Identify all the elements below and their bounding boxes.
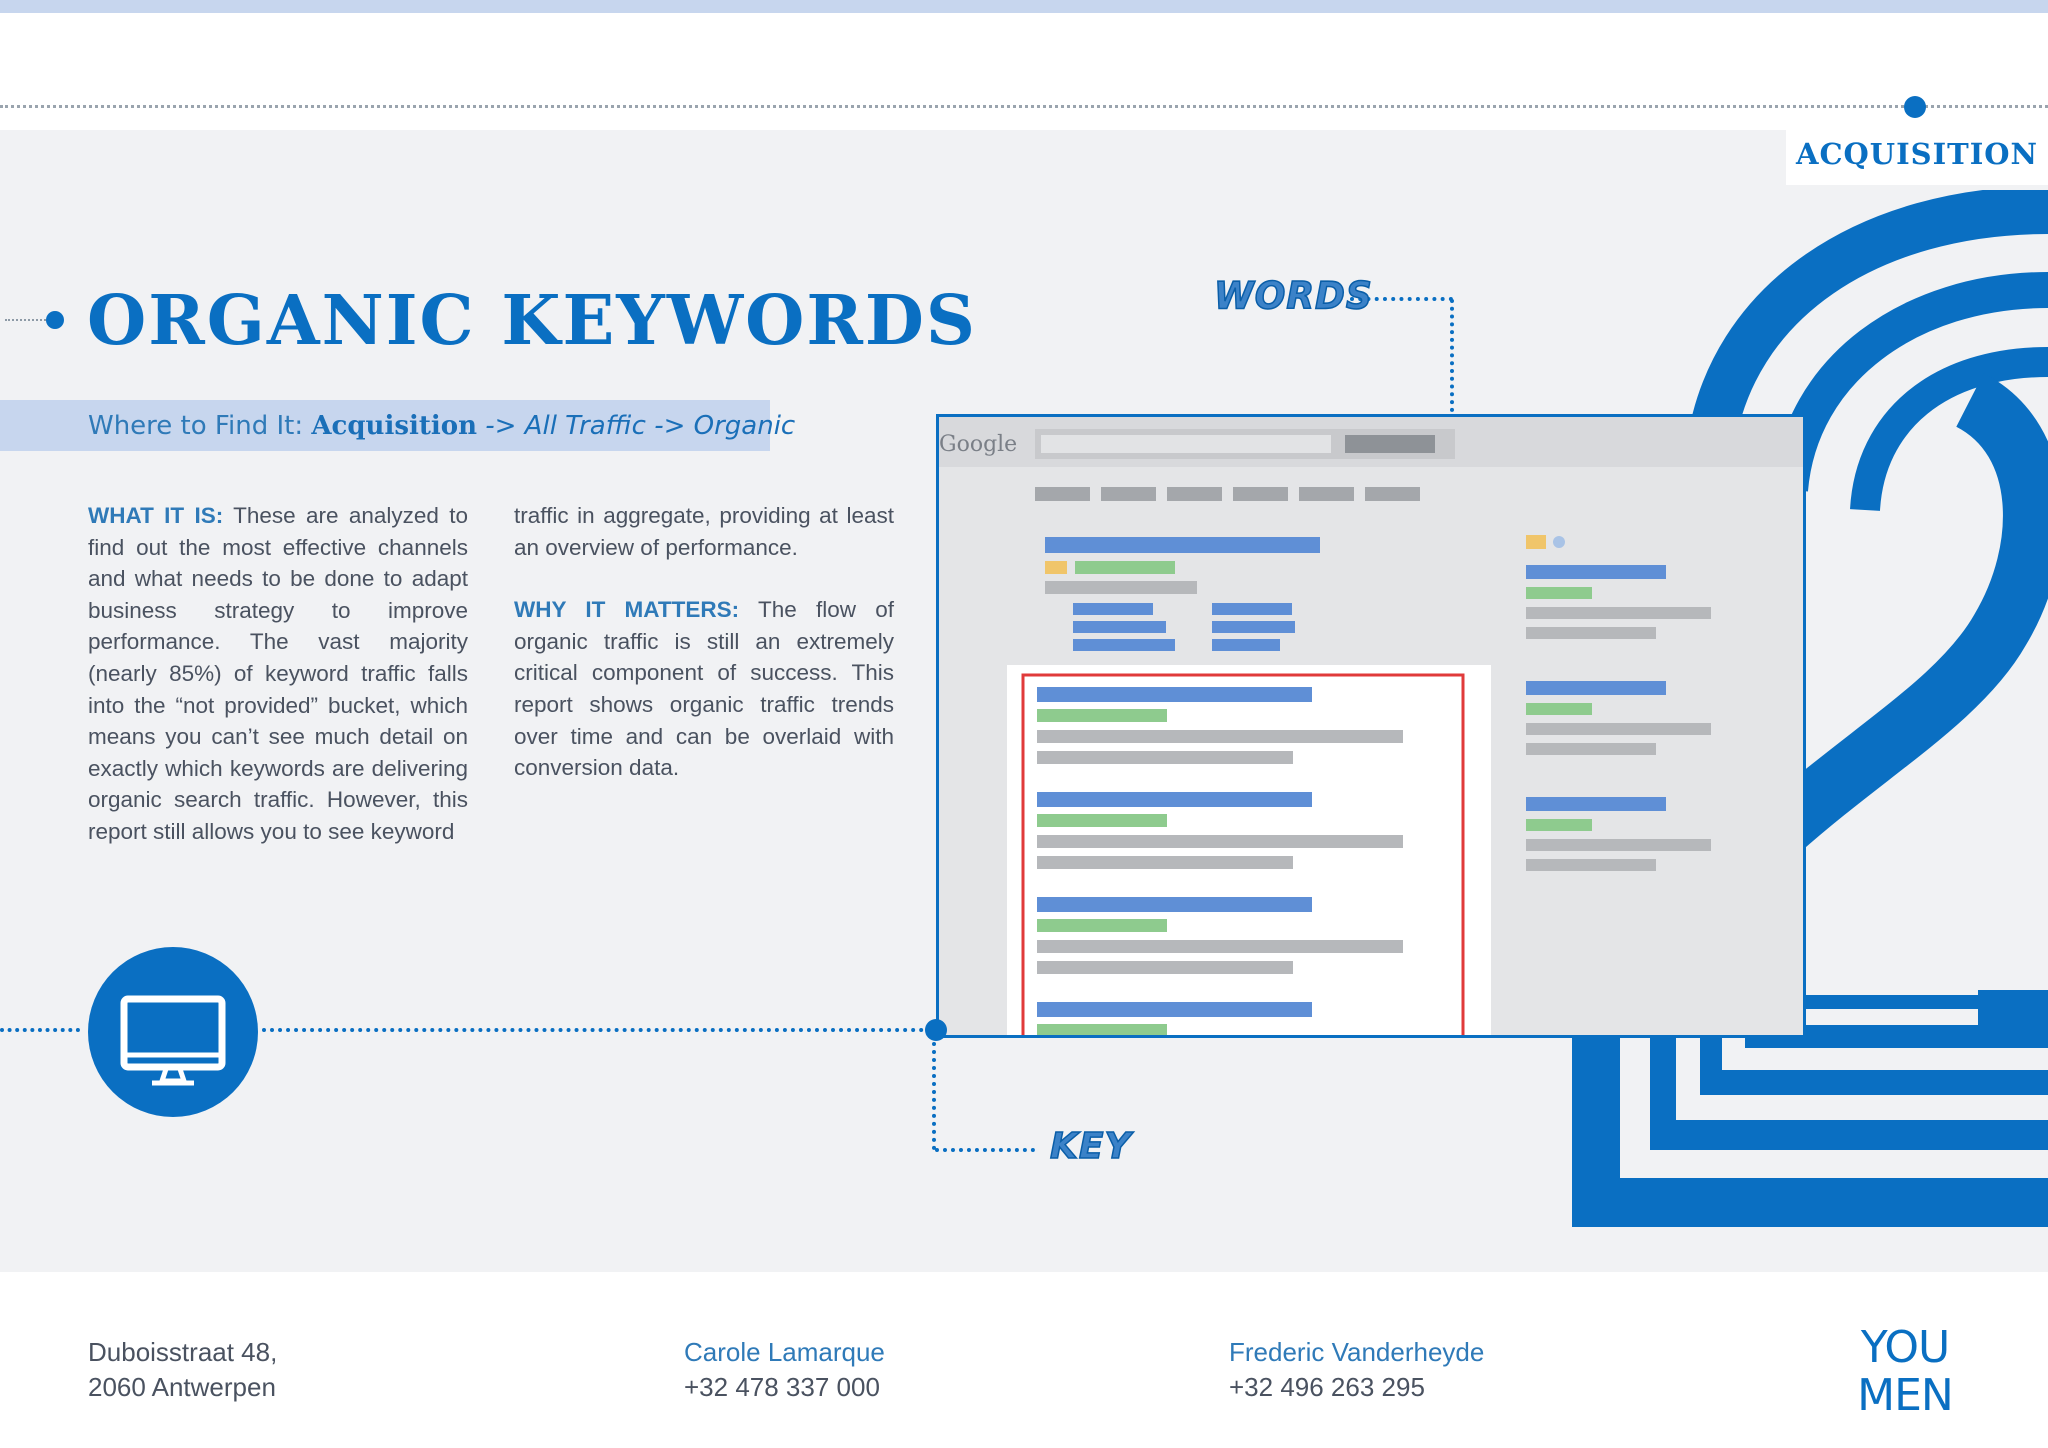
key-dotted-connector bbox=[935, 1148, 1035, 1152]
address-line-1: Duboisstraat 48, bbox=[88, 1337, 278, 1367]
contact-2-phone: +32 496 263 295 bbox=[1229, 1372, 1425, 1402]
contact-2-name: Frederic Vanderheyde bbox=[1229, 1337, 1485, 1367]
search-results-mockup bbox=[939, 417, 1803, 1035]
text-column-2 bbox=[514, 500, 894, 784]
contact-card-1 bbox=[684, 1335, 885, 1405]
title-leader-line bbox=[5, 319, 49, 321]
monitor-icon bbox=[88, 947, 258, 1117]
where-section: Acquisition bbox=[311, 411, 477, 441]
why-it-matters-text: The flow of organic traffic is still an extremely critical component of success. This report shows organic traffic trends over time and can be overlaid with conversion data. bbox=[514, 597, 894, 781]
key-dotted-drop bbox=[932, 1042, 936, 1150]
middle-dotted-connector bbox=[262, 1028, 932, 1032]
connector-node bbox=[925, 1019, 947, 1041]
section-tab-label: ACQUISITION bbox=[1795, 137, 2039, 171]
left-dotted-connector bbox=[0, 1028, 80, 1032]
where-prefix: Where to Find It: bbox=[88, 411, 304, 441]
address-line-2: 2060 Antwerpen bbox=[88, 1372, 276, 1402]
top-dotted-rule bbox=[0, 105, 2048, 108]
page-title: ORGANIC KEYWORDS bbox=[87, 281, 978, 361]
why-it-matters-label: WHY IT MATTERS: bbox=[514, 597, 740, 623]
text-column-1 bbox=[88, 500, 468, 848]
what-it-is-continued: traffic in aggregate, providing at least an overview of performance. bbox=[514, 503, 894, 560]
logo-line-1: YOU bbox=[1860, 1322, 1950, 1373]
footer-address bbox=[88, 1335, 277, 1405]
top-accent-bar bbox=[0, 0, 2048, 13]
top-rule-node bbox=[1904, 96, 1926, 118]
google-logo: Google bbox=[939, 432, 1018, 457]
contact-1-phone: +32 478 337 000 bbox=[684, 1372, 880, 1402]
where-path: -> All Traffic -> Organic bbox=[485, 411, 796, 441]
monitor-badge bbox=[88, 947, 258, 1117]
what-it-is-text: These are analyzed to find out the most effective channels and what needs to be done to adapt business strategy to improve performance. The vast majority (nearly 85%) of keyword traffic falls into the “not provided” bucket, which means you can’t see much detail on exactly which keywords are delivering organic search traffic. However, this report still allows you to see keyword bbox=[88, 503, 468, 844]
title-bullet bbox=[46, 311, 64, 329]
words-callout: WORDS bbox=[1214, 274, 1373, 319]
search-results-screenshot bbox=[936, 414, 1806, 1038]
where-to-find bbox=[88, 406, 795, 446]
logo-line-2: MEN bbox=[1857, 1370, 1953, 1418]
what-it-is-label: WHAT IT IS: bbox=[88, 503, 224, 528]
contact-card-2 bbox=[1229, 1335, 1484, 1405]
contact-1-name: Carole Lamarque bbox=[684, 1337, 885, 1367]
key-callout: KEY bbox=[1050, 1126, 1132, 1167]
words-dotted-drop bbox=[1450, 299, 1454, 412]
youmen-logo bbox=[1850, 1318, 1960, 1418]
